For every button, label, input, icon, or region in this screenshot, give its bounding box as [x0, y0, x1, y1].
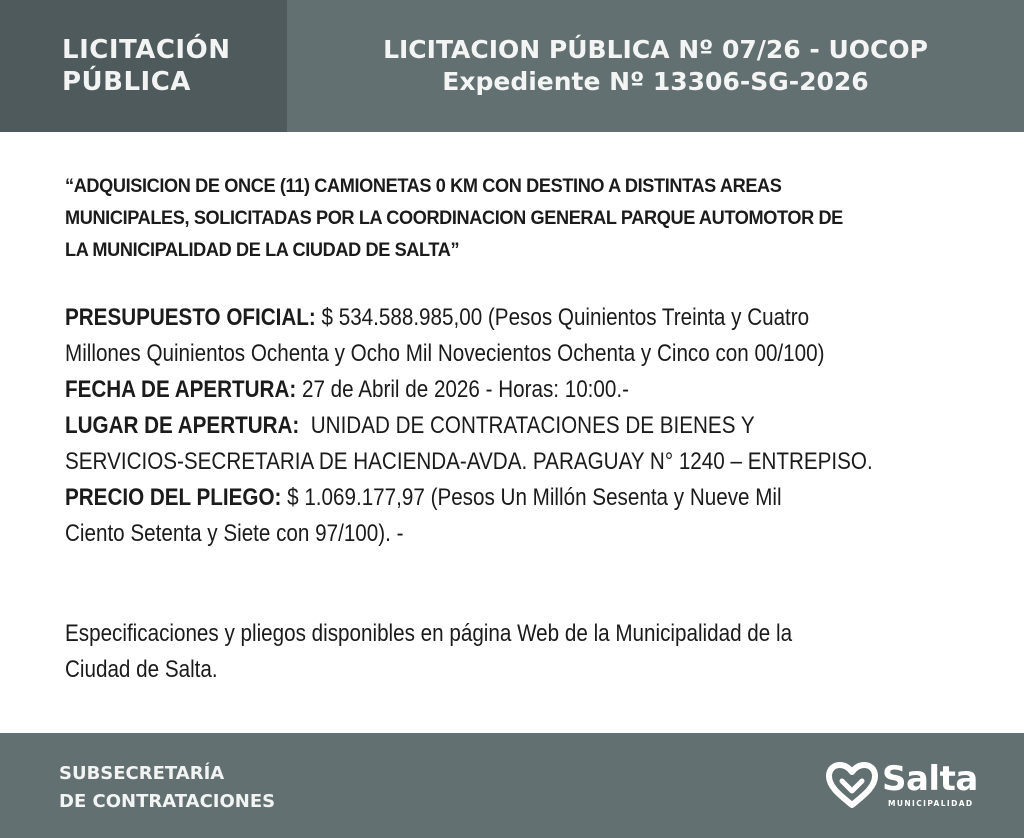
header-banner	[0, 0, 1024, 132]
category-label	[62, 34, 230, 98]
category-line-2: PÚBLICA	[62, 67, 191, 97]
precio-value: $ 1.069.177,97 (Pesos Un Millón Sesenta y Nueve Mil	[281, 484, 782, 511]
lugar-value: UNIDAD DE CONTRATACIONES DE BIENES Y	[299, 412, 755, 439]
precio-line-1	[65, 480, 968, 516]
notice-body	[65, 170, 995, 552]
department-line-2: DE CONTRATACIONES	[59, 791, 276, 812]
lugar-line-1	[65, 408, 968, 444]
note-line-1: Especificaciones y pliegos disponibles en página Web de la Municipalidad de la	[65, 620, 793, 647]
logo-brand-text: Salta	[882, 759, 978, 799]
subject-line-1: “ADQUISICION DE ONCE (11) CAMIONETAS 0 KM CON DESTINO A DISTINTAS AREAS	[65, 175, 782, 197]
category-line-1: LICITACIÓN	[62, 35, 231, 65]
presupuesto-value: $ 534.588.985,00 (Pesos Quinientos Treinta y Cuatro	[315, 304, 810, 331]
presupuesto-label: PRESUPUESTO OFICIAL:	[65, 304, 316, 331]
fecha-apertura	[65, 372, 968, 408]
header-title-block	[287, 0, 1024, 132]
availability-note	[65, 616, 968, 688]
presupuesto-line-1	[65, 300, 968, 336]
salta-logo	[824, 759, 984, 819]
fecha-value: 27 de Abril de 2026 - Horas: 10:00.-	[296, 376, 629, 403]
header-category-block	[0, 0, 287, 132]
note-line-2: Ciudad de Salta.	[65, 656, 218, 683]
tender-subject	[65, 170, 995, 266]
presupuesto-line-2: Millones Quinientos Ochenta y Ocho Mil Novecientos Ochenta y Cinco con 00/100)	[65, 340, 825, 367]
department-line-1: SUBSECRETARÍA	[59, 763, 225, 784]
logo-subtitle: MUNICIPALIDAD	[888, 799, 974, 808]
footer-banner	[0, 733, 1024, 838]
subject-line-3: LA MUNICIPALIDAD DE LA CIUDAD DE SALTA”	[65, 239, 460, 261]
fecha-label: FECHA DE APERTURA:	[65, 376, 297, 403]
precio-line-2: Ciento Setenta y Siete con 97/100). -	[65, 520, 404, 547]
subject-line-2: MUNICIPALES, SOLICITADAS POR LA COORDINACION GENERAL PARQUE AUTOMOTOR DE	[65, 207, 843, 229]
precio-label: PRECIO DEL PLIEGO:	[65, 484, 282, 511]
expediente-number: Expediente Nº 13306-SG-2026	[442, 67, 869, 96]
lugar-line-2: SERVICIOS-SECRETARIA DE HACIENDA-AVDA. PARAGUAY N° 1240 – ENTREPISO.	[65, 448, 873, 475]
tender-title: LICITACION PÚBLICA Nº 07/26 - UOCOP	[383, 35, 928, 64]
department-name	[59, 760, 275, 816]
heart-logo-icon	[824, 761, 880, 809]
lugar-label: LUGAR DE APERTURA:	[65, 412, 300, 439]
tender-details	[65, 300, 968, 552]
